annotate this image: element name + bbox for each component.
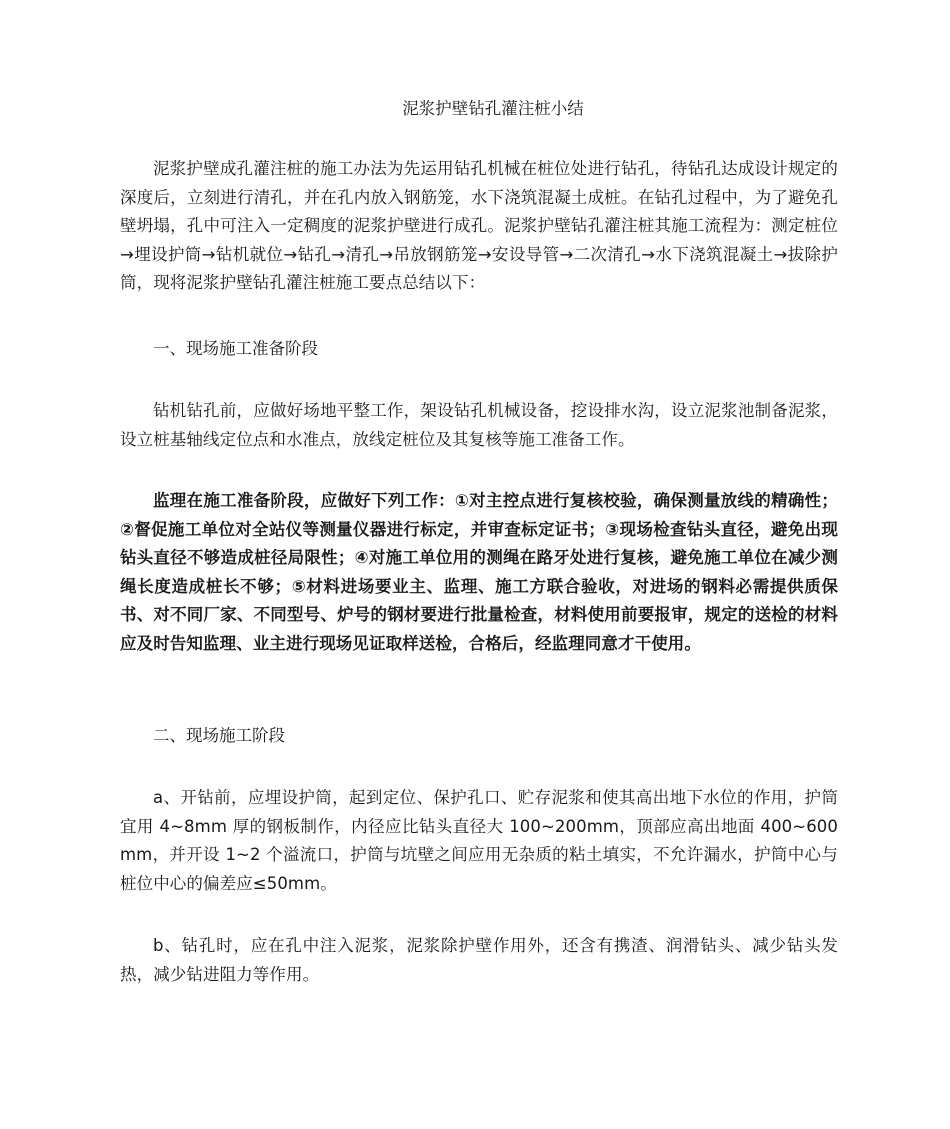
section-2-item-b: b、钻孔时，应在孔中注入泥浆，泥浆除护壁作用外，还含有携渣、润滑钻头、减少钻头发热，减少钻进阻力等作用。 [120, 936, 838, 984]
intro-paragraph: 泥浆护壁成孔灌注桩的施工办法为先运用钻孔机械在桩位处进行钻孔，待钻孔达成设计规定的深度后，立刻进行清孔，并在孔内放入钢筋笼，水下浇筑混凝土成桩。在钻孔过程中，为了避免孔壁坍塌，孔中可注入一定稠度的泥浆护壁进行成孔。泥浆护壁钻孔灌注桩其施工流程为：测定桩位→埋设护筒→钻机就位→钻孔→清孔→吊放钢筋笼→安设导管→二次清孔→水下浇筑混凝土→拔除护筒，现将泥浆护壁钻孔灌注桩施工要点总结以下： [120, 159, 838, 293]
section-2-item-a: a、开钻前，应埋设护筒，起到定位、保护孔口、贮存泥浆和使其高出地下水位的作用，护筒宜用 4~8mm 厚的钢板制作，内径应比钻头直径大 100~200mm，顶部应高出地面 400~600mm，并开设 1~2 个溢流口，护筒与坑壁之间应用无杂质的粘土填实，不允许漏水，护筒中心与桩位中心的偏差应≤50mm。 [120, 788, 838, 893]
section-1-supervision-paragraph: 监理在施工准备阶段，应做好下列工作：①对主控点进行复核校验，确保测量放线的精确性；②督促施工单位对全站仪等测量仪器进行标定，并审查标定证书；③现场检查钻头直径，避免出现钻头直径不够造成桩径局限性；④对施工单位用的测绳在路牙处进行复核，避免施工单位在减少测绳长度造成桩长不够；⑤材料进场要业主、监理、施工方联合验收，对进场的钢料必需提供质保书、对不同厂家、不同型号、炉号的钢材要进行批量检查，材料使用前要报审，规定的送检的材料应及时告知监理、业主进行现场见证取样送检，合格后，经监理同意才干使用。 [120, 491, 838, 653]
section-2-heading: 二、现场施工阶段 [153, 726, 285, 745]
section-1-paragraph: 钻机钻孔前，应做好场地平整工作，架设钻孔机械设备，挖设排水沟，设立泥浆池制备泥浆，设立桩基轴线定位点和水准点，放线定桩位及其复核等施工准备工作。 [120, 401, 838, 449]
document-title: 泥浆护壁钻孔灌注桩小结 [402, 99, 584, 118]
section-1-heading: 一、现场施工准备阶段 [153, 339, 318, 358]
